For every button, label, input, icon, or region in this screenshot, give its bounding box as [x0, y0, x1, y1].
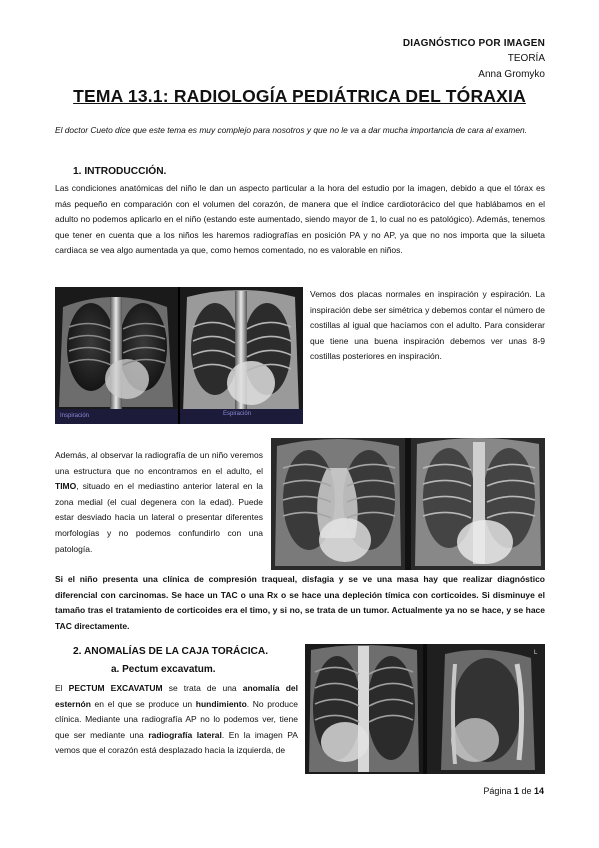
pectus-paragraph	[55, 681, 298, 759]
pectus-lateral-xray: radiografía lateral	[148, 729, 222, 740]
page-number	[483, 786, 544, 796]
pectus-text-4: . No produce clínica. Mediante una radiografía AP no lo podemos ver, tiene que ser mediante una	[55, 698, 299, 740]
header-subject: DIAGNÓSTICO POR IMAGEN	[402, 38, 545, 49]
pectus-text-5: . En la imagen PA vemos que el corazón está desplazado hacia la izquierda, de	[55, 729, 298, 756]
pectus-text-1: El	[55, 683, 69, 693]
section1-heading: 1. INTRODUCCIÓN.	[73, 166, 167, 177]
page-prefix: Página	[483, 786, 514, 796]
thymus-text-1: Además, al observar la radiografía de un niño veremos una estructura que no encontramos en el adulto, el	[55, 450, 263, 476]
thymus-text-2: , situado en el mediastino anterior lateral en la zona medial (el cual degenera con la edad). Puede estar desviado hacia un lateral o presentar diferentes morfologías y no podemos confundirlo con una patología.	[55, 481, 263, 554]
thymus-paragraph-bold: Si el niño presenta una clínica de compresión traqueal, disfagia y se ve una masa hay que realizar diagnóstico diferencial con carcinomas. Se hace un TAC o una Rx o se hace una depleción tímica con corticoides. Si disminuye el tamaño tras el tratamiento de corticoides era el timo, y si no, se trata de un tumor. Actualmente ya no se hace, y se hace TAC directamente.	[55, 574, 545, 631]
page-current: 1	[513, 786, 519, 796]
xray-label-expiration: Espiración	[223, 411, 252, 417]
pectus-text-2: se trata de una	[162, 683, 243, 693]
section1-paragraph: Las condiciones anatómicas del niño le dan un aspecto particular a la hora del estudio por la imagen, debido a que el tórax es más pequeño en comparación con el volumen del corazón, de manera que el índice cardiotorácico del que hablábamos en el adulto no podemos aplicarlo en el niño (estando este aumentado, siendo mayor de 1, lo cual no es patológico). Además, tenemos que tener en cuenta que a los niños les haremos radiografías en posición PA y no AP, ya que no nos importa que la silueta cardiaca se vea algo aumentada ya que, como hemos comentado, no es valorable en niños.	[55, 183, 545, 256]
header-type: TEORÍA	[507, 53, 545, 64]
xray-lateral-marker: L	[534, 650, 538, 656]
pectus-anomaly: anomalía del esternón	[55, 683, 298, 709]
section2-subheading: a. Pectum excavatum.	[111, 664, 216, 675]
figure1-description: Vemos dos placas normales en inspiración y espiración. La inspiración debe ser simétrica y debemos contar el número de costillas al igual que hacíamos con el adulto. Para considerar que tiene una buena inspiración debemos ver unas 8-9 costillas posteriores en inspiración.	[310, 289, 545, 362]
thymus-term: TIMO	[55, 481, 77, 492]
pectus-term: PECTUM EXCAVATUM	[68, 683, 163, 693]
pectus-sinking: hundimiento	[195, 698, 247, 709]
header-author: Anna Gromyko	[478, 69, 545, 80]
xray-figure-thymus	[271, 438, 545, 570]
page-title: TEMA 13.1: RADIOLOGÍA PEDIÁTRICA DEL TÓRAXIA	[73, 86, 526, 106]
xray-figure-pectus	[305, 644, 545, 774]
pectus-text-3: en el que se produce un	[90, 698, 196, 709]
page-total: 14	[533, 786, 544, 796]
xray-label-inspiration: Inspiración	[60, 413, 90, 419]
thymus-paragraph-narrow	[55, 448, 263, 557]
section2-heading: 2. ANOMALÍAS DE LA CAJA TORÁCICA.	[73, 646, 269, 657]
intro-note: El doctor Cueto dice que este tema es muy complejo para nosotros y que no le va a dar mucha importancia de cara al examen.	[55, 125, 528, 135]
page-mid: de	[518, 786, 534, 796]
xray-figure-inspiration-expiration	[55, 287, 303, 424]
